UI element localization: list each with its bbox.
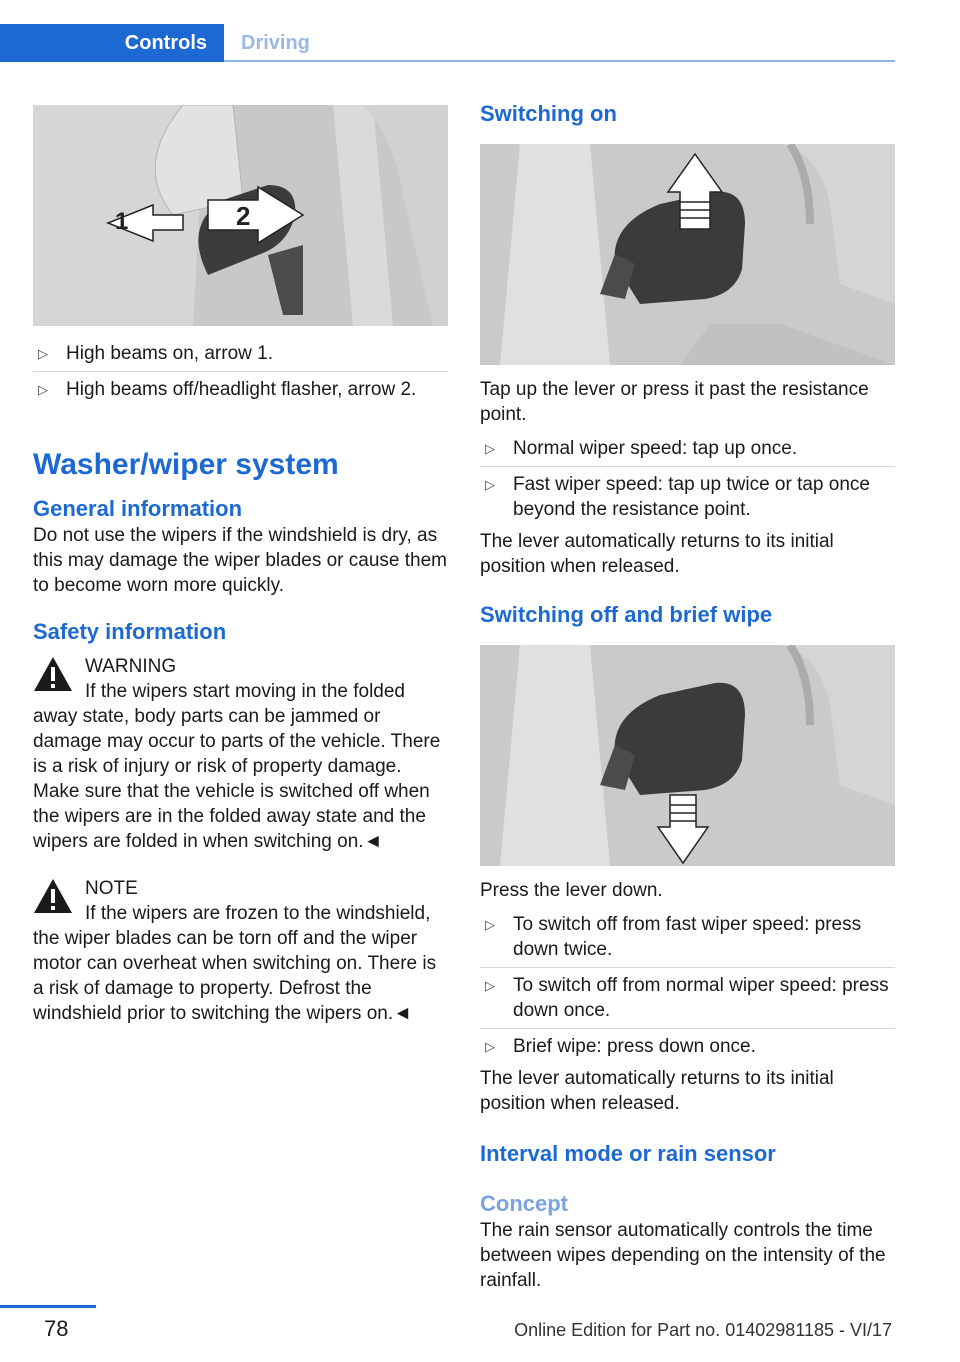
concept-heading: Concept	[480, 1191, 568, 1216]
triangle-bullet-icon: ▷	[38, 346, 48, 361]
page-number: 78	[44, 1316, 69, 1341]
footer-edition: Online Edition for Part no. 01402981185 - VI/17	[514, 1320, 892, 1340]
note-block	[33, 876, 448, 1026]
concept-text: The rain sensor automatically controls the time between wipes depending on the intensity of the rainfall.	[480, 1220, 886, 1291]
note-triangle-icon	[33, 878, 73, 914]
triangle-bullet-icon: ▷	[38, 382, 48, 397]
triangle-bullet-icon: ▷	[485, 1039, 495, 1054]
triangle-bullet-icon: ▷	[485, 441, 495, 456]
warning-label: WARNING	[85, 656, 177, 677]
page-header	[0, 0, 960, 64]
warning-triangle-icon	[33, 656, 73, 692]
switching-off-text: Press the lever down.	[480, 880, 663, 901]
switching-off-heading: Switching off and brief wipe	[480, 602, 773, 627]
header-divider	[224, 60, 895, 62]
note-text: the wiper blades can be torn off and the wiper motor can overheat when switching on. There is a risk of damage to property. Defrost the windshield prior to switching the wipers on.◄	[33, 928, 437, 1024]
safety-information-heading: Safety information	[33, 619, 227, 644]
triangle-bullet-icon: ▷	[485, 477, 495, 492]
section-title: Washer/wiper system	[33, 448, 339, 481]
triangle-bullet-icon: ▷	[485, 917, 495, 932]
note-text-first-line: If the wipers are frozen to the windshield,	[85, 903, 431, 924]
switching-on-text: Tap up the lever or press it past the resistance point.	[480, 379, 869, 425]
interval-mode-heading: Interval mode or rain sensor	[480, 1141, 776, 1166]
general-information-text: Do not use the wipers if the windshield is dry, as this may damage the wiper blades or cause them to become worn more quickly.	[33, 525, 447, 596]
switching-on-after-text: The lever automatically returns to its initial position when released.	[480, 531, 834, 577]
note-label: NOTE	[85, 878, 138, 899]
left-column	[33, 105, 448, 1026]
high-beam-list	[33, 336, 448, 407]
high-beam-lever-figure	[33, 105, 448, 326]
footer-divider	[0, 1305, 96, 1308]
arrow-label-1: 1	[115, 208, 129, 235]
list-item: ▷ Normal wiper speed: tap up once.	[480, 431, 895, 467]
list-item: ▷ Brief wipe: press down once.	[480, 1029, 895, 1064]
tab-controls[interactable]: Controls	[0, 24, 224, 62]
warning-block	[33, 654, 448, 854]
general-information-heading: General information	[33, 496, 243, 521]
right-column	[480, 100, 895, 1293]
list-item: ▷ High beams on, arrow 1.	[33, 336, 448, 372]
switching-on-list	[480, 431, 895, 527]
switching-on-heading: Switching on	[480, 101, 617, 126]
switching-off-list	[480, 907, 895, 1064]
wiper-lever-up-figure	[480, 144, 895, 365]
tab-driving[interactable]: Driving	[241, 31, 310, 54]
arrow-label-2: 2	[236, 201, 251, 231]
warning-text: away state, body parts can be jammed or damage may occur to parts of the vehicle. There is a risk of injury or risk of property damage. Make sure that the vehicle is switched off when the wipers are in the folded away state and the wipers are folded in when switching on.◄	[33, 706, 441, 852]
list-item: ▷ To switch off from fast wiper speed: press down twice.	[480, 907, 895, 968]
triangle-bullet-icon: ▷	[485, 978, 495, 993]
list-item: ▷ High beams off/headlight flasher, arrow 2.	[33, 372, 448, 407]
list-item: ▷ Fast wiper speed: tap up twice or tap once beyond the resistance point.	[480, 467, 895, 527]
switching-off-after-text: The lever automatically returns to its initial position when released.	[480, 1068, 834, 1114]
warning-text-first-line: If the wipers start moving in the folded	[85, 681, 405, 702]
wiper-lever-down-figure	[480, 645, 895, 866]
list-item: ▷ To switch off from normal wiper speed: press down once.	[480, 968, 895, 1029]
